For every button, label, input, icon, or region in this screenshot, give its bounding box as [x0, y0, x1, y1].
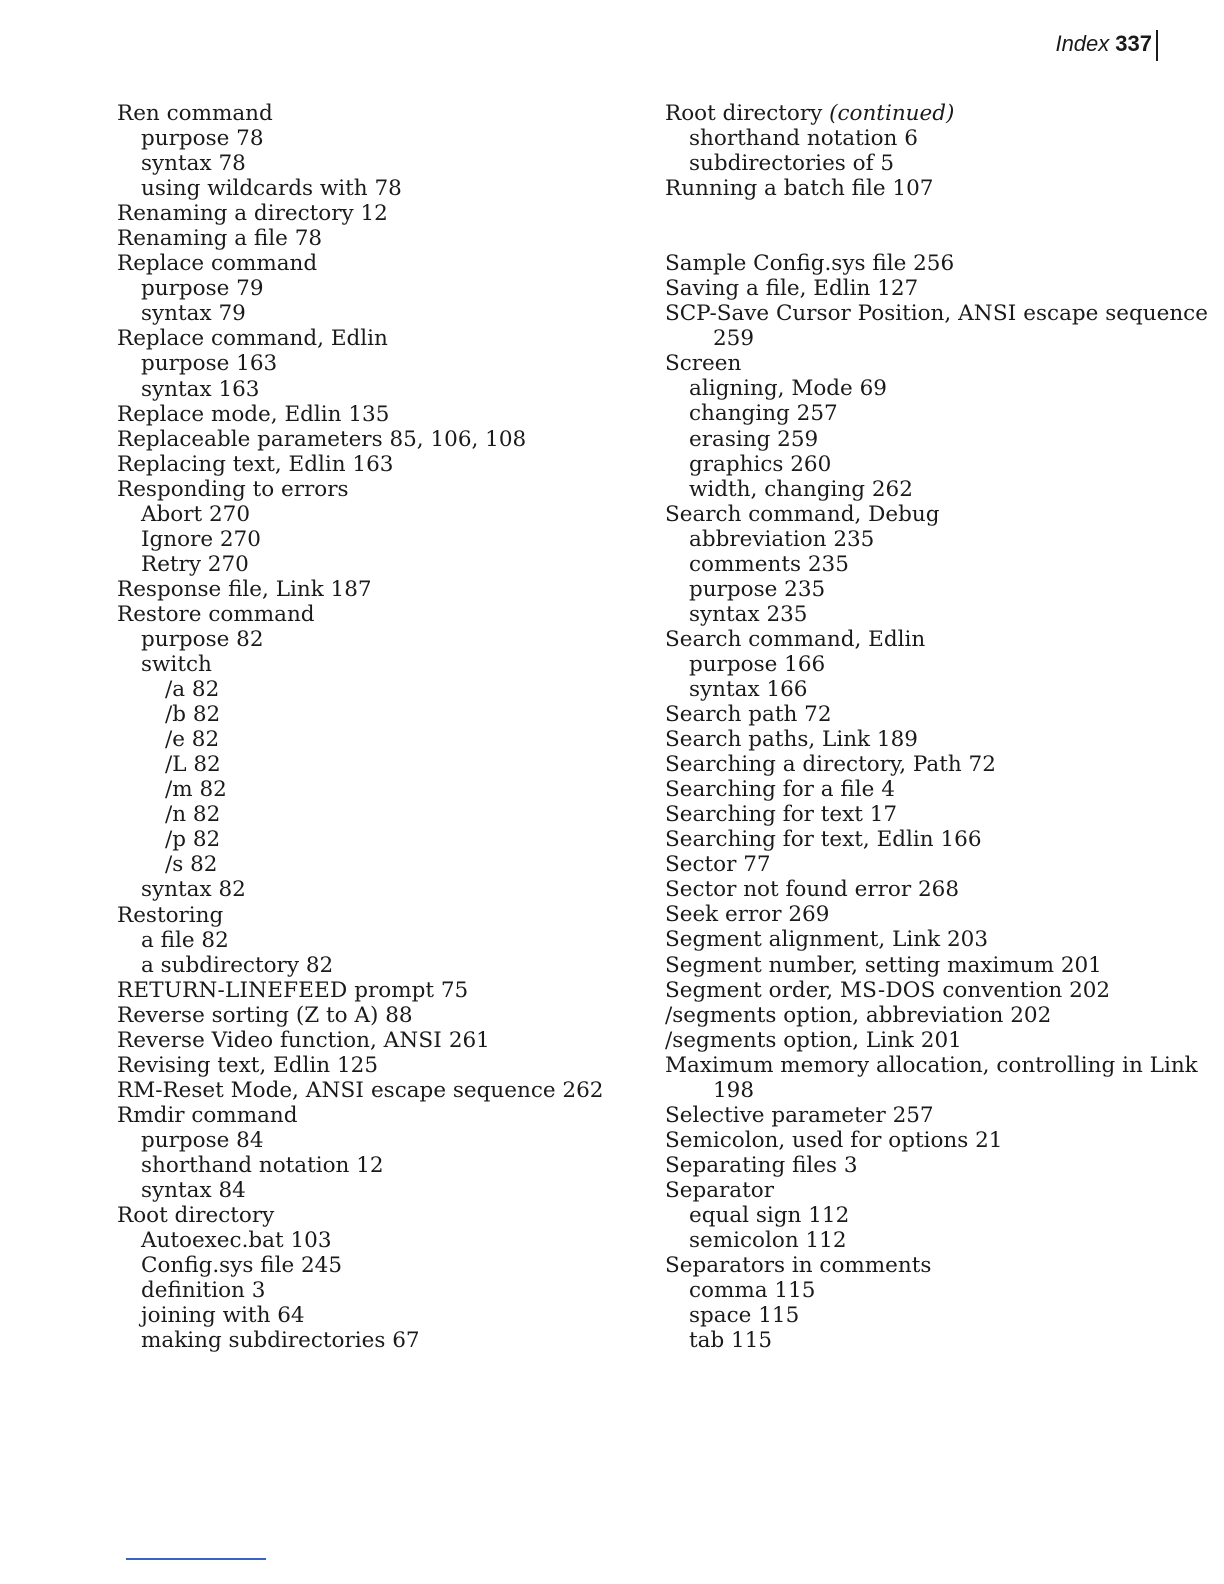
- entry-text: a subdirectory 82: [141, 952, 334, 978]
- index-subentry: [117, 802, 603, 827]
- index-subentry: [665, 577, 1208, 602]
- index-subentry: [117, 1153, 603, 1178]
- index-subentry: [117, 502, 603, 527]
- small-caps-term: ANSI: [383, 1027, 442, 1053]
- entry-text: purpose 166: [689, 651, 826, 677]
- index-entry: [665, 251, 1208, 276]
- entry-text: escape sequence 262: [364, 1077, 604, 1103]
- index-entry: [665, 101, 1208, 126]
- entry-text: Replace command: [117, 251, 318, 277]
- entry-text: 261: [441, 1027, 490, 1053]
- header-rule: [1156, 30, 1158, 61]
- entry-text: /n 82: [165, 802, 221, 828]
- entry-text: /s 82: [165, 852, 218, 878]
- index-entry: [117, 1053, 603, 1078]
- entry-text: width, changing 262: [689, 476, 913, 502]
- entry-text: Autoexec.bat 103: [141, 1228, 332, 1254]
- entry-text: RM-Reset Mode,: [117, 1077, 306, 1103]
- index-subentry: [665, 652, 1208, 677]
- index-entry: [665, 927, 1208, 952]
- entry-text: subdirectories of 5: [689, 151, 895, 177]
- index-subentry: [117, 652, 603, 677]
- entry-text: Searching for a file 4: [665, 777, 895, 803]
- entry-text: Restore command: [117, 601, 315, 627]
- index-subentry: [665, 1278, 1208, 1303]
- index-entry: [117, 402, 603, 427]
- index-entry: [117, 201, 603, 226]
- index-subentry: [665, 401, 1208, 426]
- entry-text: Replace mode, Edlin 135: [117, 401, 390, 427]
- index-entry: [665, 1053, 1208, 1078]
- entry-text: erasing 259: [689, 426, 819, 452]
- entry-text: Renaming a file 78: [117, 226, 323, 252]
- entry-text: Searching for text, Edlin 166: [665, 827, 982, 853]
- index-entry: [665, 627, 1208, 652]
- entry-text: Replace command, Edlin: [117, 326, 388, 352]
- index-entry: [117, 903, 603, 928]
- index-entry: [665, 1028, 1208, 1053]
- index-subentry: [665, 452, 1208, 477]
- index-entry: [665, 727, 1208, 752]
- index-subentry: [117, 677, 603, 702]
- entry-text: Revising text, Edlin 125: [117, 1052, 379, 1078]
- entry-text: Sector not found error 268: [665, 877, 960, 903]
- entry-text: Saving a file, Edlin 127: [665, 276, 919, 302]
- entry-text: a file 82: [141, 927, 229, 953]
- entry-text: Abort 270: [141, 501, 251, 527]
- entry-text: purpose 82: [141, 626, 264, 652]
- header-label: Index: [1055, 31, 1110, 56]
- index-entry: [117, 602, 603, 627]
- index-entry: [665, 1128, 1208, 1153]
- entry-text: /segments option, abbreviation 202: [665, 1002, 1052, 1028]
- index-entry: [117, 1078, 603, 1103]
- entry-text: purpose 235: [689, 576, 826, 602]
- index-subentry: [117, 752, 603, 777]
- entry-text: Root directory: [665, 101, 830, 126]
- index-subentry: [117, 702, 603, 727]
- index-entry: [665, 978, 1208, 1003]
- entry-text: Sector 77: [665, 852, 771, 878]
- index-subentry: [117, 852, 603, 877]
- entry-text: syntax 79: [141, 301, 246, 327]
- index-entry: [665, 351, 1208, 376]
- index-subentry: [665, 1203, 1208, 1228]
- index-entry-continuation: [665, 326, 1208, 351]
- index-entry: [117, 477, 603, 502]
- entry-text: space 115: [689, 1303, 800, 1329]
- entry-text: /L 82: [165, 752, 221, 778]
- entry-text: using wildcards with 78: [141, 176, 402, 202]
- entry-text: Sample Config.sys file 256: [665, 251, 955, 277]
- index-subentry: [117, 1228, 603, 1253]
- entry-text: escape sequence: [1016, 301, 1208, 327]
- entry-text: 259: [713, 326, 755, 352]
- entry-text: convention 202: [935, 977, 1111, 1003]
- entry-text: tab 115: [689, 1328, 773, 1354]
- entry-text: semicolon 112: [689, 1228, 847, 1254]
- entry-text: joining with 64: [141, 1303, 305, 1329]
- small-caps-term: MS-DOS: [839, 977, 936, 1003]
- index-entry: [665, 1153, 1208, 1178]
- entry-text: equal sign 112: [689, 1202, 850, 1228]
- entry-text: /segments option, Link 201: [665, 1027, 962, 1053]
- entry-text: syntax 84: [141, 1178, 246, 1204]
- entry-text: shorthand notation 12: [141, 1152, 384, 1178]
- index-subentry: [117, 527, 603, 552]
- entry-text: changing 257: [689, 401, 838, 427]
- index-subentry: [117, 877, 603, 902]
- section-gap: [665, 201, 1208, 251]
- small-caps-term: RETURN-LINEFEED: [117, 977, 348, 1003]
- entry-text: Searching for text 17: [665, 802, 898, 828]
- index-subentry: [117, 953, 603, 978]
- entry-text: Segment number, setting maximum 201: [665, 952, 1102, 978]
- index-subentry: [665, 1303, 1208, 1328]
- entry-text: Replacing text, Edlin 163: [117, 451, 394, 477]
- entry-text: Reverse Video function,: [117, 1027, 384, 1053]
- entry-text: Ren command: [117, 101, 273, 126]
- index-subentry: [665, 1328, 1208, 1353]
- entry-text: Selective parameter 257: [665, 1102, 934, 1128]
- entry-text: /p 82: [165, 827, 221, 853]
- index-subentry: [117, 351, 603, 376]
- entry-text: Search command, Debug: [665, 501, 940, 527]
- index-subentry: [665, 477, 1208, 502]
- entry-text: Rmdir command: [117, 1102, 298, 1128]
- entry-text: /b 82: [165, 702, 221, 728]
- entry-text: /e 82: [165, 727, 220, 753]
- index-entry: [665, 301, 1208, 326]
- index-entry: [665, 1178, 1208, 1203]
- index-subentry: [665, 376, 1208, 401]
- page-header: [1055, 28, 1152, 60]
- continued-note: (continued): [829, 101, 955, 126]
- index-subentry: [117, 1178, 603, 1203]
- entry-text: Root directory: [117, 1203, 275, 1229]
- entry-text: Search command, Edlin: [665, 626, 926, 652]
- entry-text: aligning, Mode 69: [689, 376, 887, 402]
- index-entry: [117, 1003, 603, 1028]
- entry-text: Retry 270: [141, 551, 249, 577]
- entry-text: Responding to errors: [117, 476, 349, 502]
- index-entry: [117, 1028, 603, 1053]
- entry-text: /a 82: [165, 677, 220, 703]
- index-subentry: [117, 1328, 603, 1353]
- index-entry: [665, 827, 1208, 852]
- index-subentry: [665, 427, 1208, 452]
- entry-text: Running a batch file 107: [665, 176, 934, 202]
- index-entry-continuation: [665, 1078, 1208, 1103]
- index-subentry: [665, 552, 1208, 577]
- entry-text: graphics 260: [689, 451, 832, 477]
- index-subentry: [665, 677, 1208, 702]
- index-subentry: [117, 377, 603, 402]
- index-entry: [665, 802, 1208, 827]
- index-subentry: [117, 1278, 603, 1303]
- index-entry: [117, 577, 603, 602]
- entry-text: comments 235: [689, 551, 849, 577]
- index-entry: [117, 326, 603, 351]
- entry-text: Maximum memory allocation, controlling in Link: [665, 1052, 1198, 1078]
- entry-text: Seek error 269: [665, 902, 830, 928]
- index-entry: [117, 427, 603, 452]
- entry-text: Search path 72: [665, 702, 832, 728]
- index-entry: [665, 1253, 1208, 1278]
- index-subentry: [117, 176, 603, 201]
- entry-text: syntax 166: [689, 676, 808, 702]
- entry-text: Restoring: [117, 902, 224, 928]
- entry-text: purpose 163: [141, 351, 278, 377]
- entry-text: syntax 82: [141, 877, 246, 903]
- index-subentry: [117, 1303, 603, 1328]
- footer-rule: [126, 1558, 266, 1560]
- index-entry: [665, 276, 1208, 301]
- index-subentry: [665, 602, 1208, 627]
- entry-text: Separators in comments: [665, 1253, 932, 1279]
- index-entry: [665, 502, 1208, 527]
- index-subentry: [117, 777, 603, 802]
- entry-text: syntax 163: [141, 376, 260, 402]
- index-entry: [665, 953, 1208, 978]
- entry-text: Replaceable parameters 85, 106, 108: [117, 426, 527, 452]
- index-subentry: [665, 527, 1208, 552]
- index-entry: [665, 852, 1208, 877]
- index-subentry: [117, 727, 603, 752]
- index-subentry: [117, 1253, 603, 1278]
- index-entry: [665, 176, 1208, 201]
- small-caps-term: ANSI: [305, 1077, 365, 1103]
- index-entry: [117, 978, 603, 1003]
- index-subentry: [117, 827, 603, 852]
- entry-text: Response file, Link 187: [117, 576, 372, 602]
- entry-text: definition 3: [141, 1278, 266, 1304]
- entry-text: Config.sys file 245: [141, 1253, 343, 1279]
- index-subentry: [665, 151, 1208, 176]
- entry-text: SCP-Save Cursor Position,: [665, 301, 959, 327]
- index-entry: [117, 1103, 603, 1128]
- index-subentry: [665, 126, 1208, 151]
- entry-text: making subdirectories 67: [141, 1328, 420, 1354]
- entry-text: switch: [141, 652, 212, 678]
- index-column-right: [665, 101, 1208, 1353]
- index-entry: [117, 452, 603, 477]
- entry-text: Segment order,: [665, 977, 840, 1003]
- entry-text: Searching a directory, Path 72: [665, 752, 996, 778]
- index-entry: [117, 226, 603, 251]
- entry-text: Separator: [665, 1177, 774, 1203]
- index-subentry: [117, 151, 603, 176]
- index-subentry: [117, 276, 603, 301]
- entry-text: prompt 75: [347, 977, 469, 1003]
- small-caps-term: ANSI: [958, 301, 1017, 327]
- entry-text: purpose 78: [141, 126, 264, 152]
- entry-text: Search paths, Link 189: [665, 727, 918, 753]
- entry-text: syntax 235: [689, 601, 808, 627]
- index-entry: [665, 777, 1208, 802]
- entry-text: purpose 84: [141, 1127, 264, 1153]
- entry-text: Segment alignment, Link 203: [665, 927, 988, 953]
- entry-text: 198: [713, 1077, 755, 1103]
- page-number: 337: [1115, 31, 1152, 56]
- index-entry: [117, 101, 603, 126]
- index-entry: [665, 1003, 1208, 1028]
- entry-text: Reverse sorting (Z to A) 88: [117, 1002, 413, 1028]
- entry-text: abbreviation 235: [689, 526, 875, 552]
- index-entry: [117, 251, 603, 276]
- index-entry: [665, 902, 1208, 927]
- index-entry: [117, 1203, 603, 1228]
- entry-text: syntax 78: [141, 151, 246, 177]
- entry-text: Renaming a directory 12: [117, 201, 388, 227]
- entry-text: purpose 79: [141, 276, 264, 302]
- entry-text: comma 115: [689, 1278, 816, 1304]
- index-subentry: [117, 1128, 603, 1153]
- index-entry: [665, 752, 1208, 777]
- index-column-left: [117, 101, 603, 1353]
- entry-text: Screen: [665, 351, 742, 377]
- index-subentry: [665, 1228, 1208, 1253]
- entry-text: /m 82: [165, 777, 227, 803]
- index-subentry: [117, 928, 603, 953]
- entry-text: Ignore 270: [141, 526, 261, 552]
- index-subentry: [117, 301, 603, 326]
- entry-text: Semicolon, used for options 21: [665, 1127, 1003, 1153]
- index-subentry: [117, 627, 603, 652]
- index-entry: [665, 877, 1208, 902]
- index-subentry: [117, 552, 603, 577]
- entry-text: Separating files 3: [665, 1152, 858, 1178]
- index-entry: [665, 1103, 1208, 1128]
- entry-text: shorthand notation 6: [689, 126, 918, 152]
- index-subentry: [117, 126, 603, 151]
- index-entry: [665, 702, 1208, 727]
